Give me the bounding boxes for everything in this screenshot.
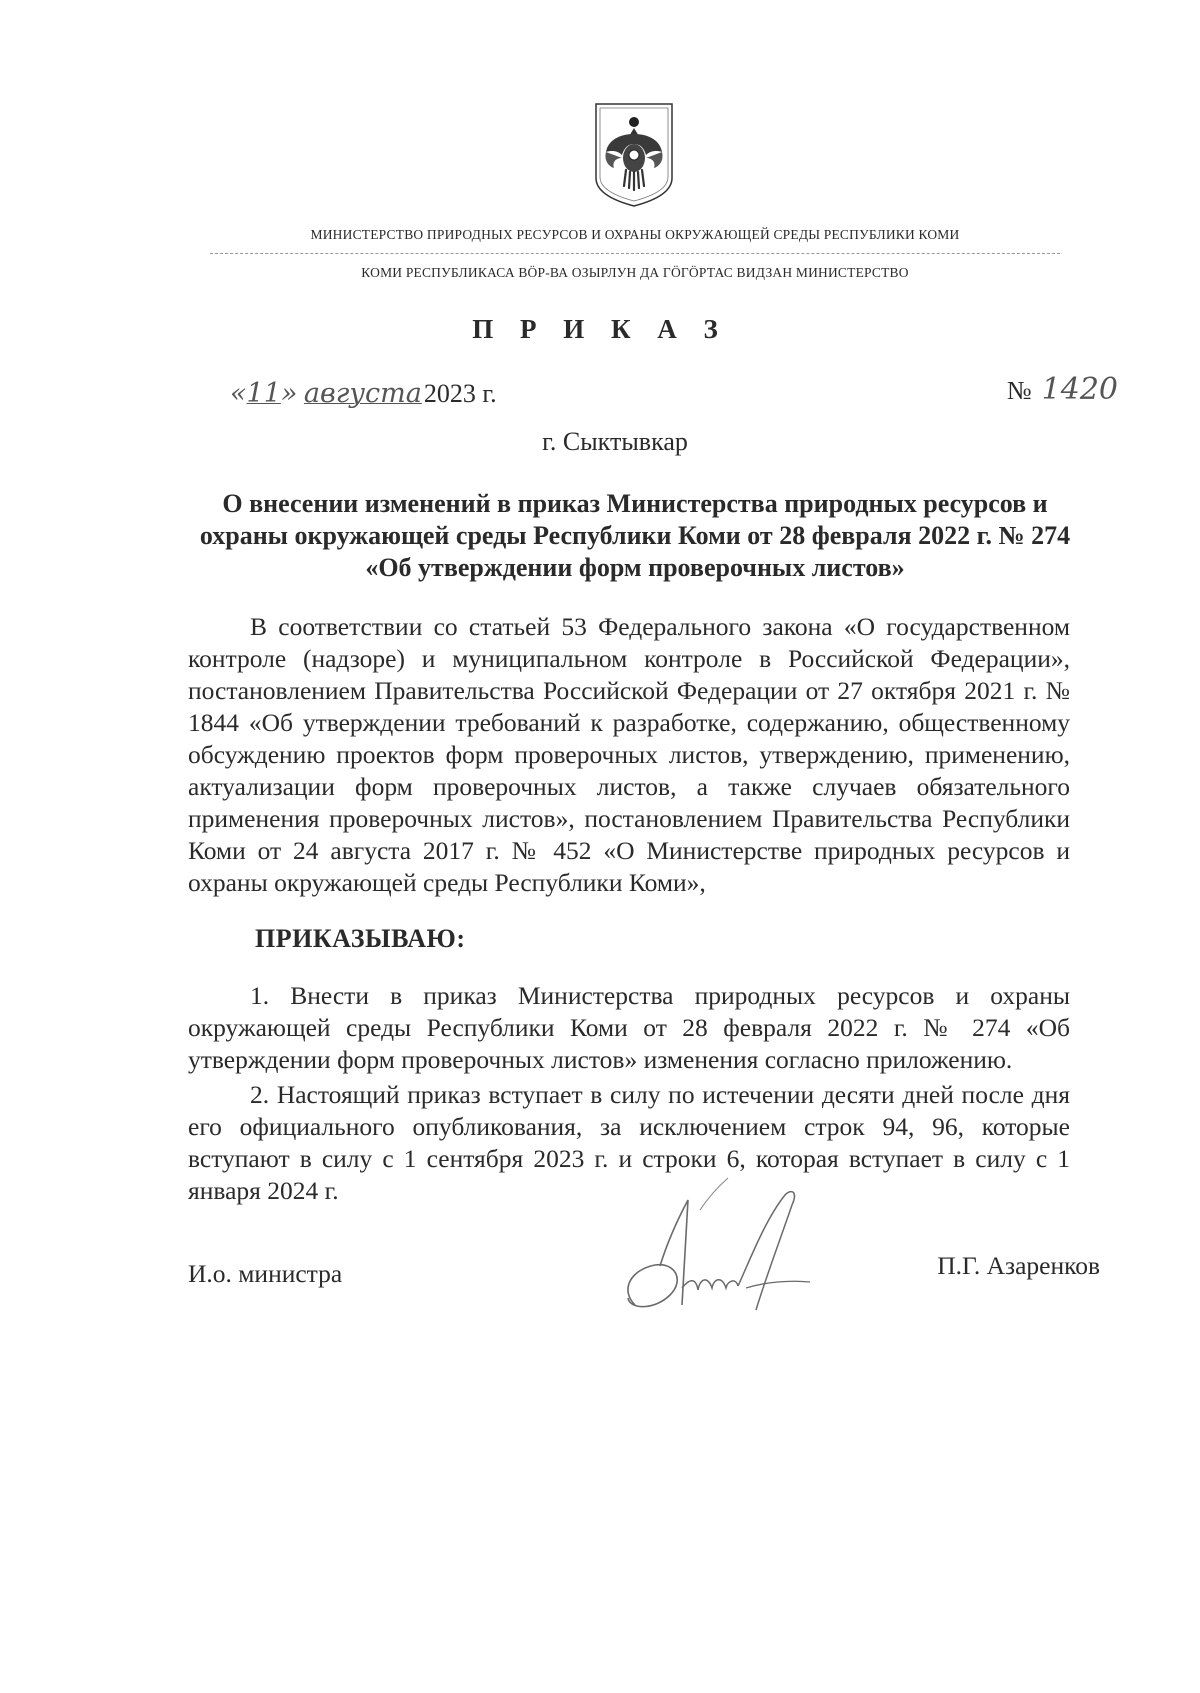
preamble-paragraph: В соответствии со статьей 53 Федерального закона «О государственном контроле (надзоре) и муниципальном контроле в Российской Федерации», постановлением Правительства Российской Федерации от 27 октября 2021 г. № 1844 «Об утверждении требований к разработке, содержанию, общественному обсуждению проектов форм проверочных листов, утверждению, применению, актуализации форм проверочных листов, а также случаев обязательного применения проверочных листов», постановлением Правительства Республики Коми от 24 августа 2017 г. № 452 «О Министерстве природных ресурсов и охраны окружающей среды Республики Коми», [188,612,1070,897]
order-keyword: ПРИКАЗЫВАЮ: [255,924,466,953]
order-number [1007,372,1118,407]
document-type-heading: П Р И К А З [472,314,728,344]
header-divider [210,253,1060,254]
handwritten-signature [560,1170,890,1330]
date-open-quote: « [230,378,247,409]
coat-of-arms-icon [590,100,678,210]
date-month: августа [303,378,422,409]
ministry-name-russian: МИНИСТЕРСТВО ПРИРОДНЫХ РЕСУРСОВ И ОХРАНЫ ОКРУЖАЮЩЕЙ СРЕДЫ РЕСПУБЛИКИ КОМИ [310,227,960,242]
signatory-name: П.Г. Азаренков [937,1251,1100,1280]
document-title: О внесении изменений в приказ Министерства природных ресурсов и охраны окружающей среды Республики Коми от 28 февраля 2022 г. № 274 «Об утверждении форм проверочных листов» [199,489,1071,582]
order-item-1: 1. Внести в приказ Министерства природных ресурсов и охраны окружающей среды Республики Коми от 28 февраля 2022 г. № 274 «Об утверждении форм проверочных листов» изменения согласно приложению. [188,981,1070,1074]
number-value: 1420 [1041,372,1118,407]
date-day: 11 [246,378,281,409]
signatory-position: И.о. министра [188,1259,343,1288]
city: г. Сыктывкар [542,427,688,456]
date-year: 2023 г. [423,379,497,408]
date-close-quote: » [280,378,298,409]
ministry-name-komi: КОМИ РЕСПУБЛИКАСА ВӦР-ВА ОЗЫРЛУН ДА ГӦГӦРТАС ВИДЗАН МИНИСТЕРСТВО [361,265,909,280]
order-item-2: 2. Настоящий приказ вступает в силу по истечении десяти дней после дня его официального опубликования, за исключением строк 94, 96, которые вступают в силу с 1 сентября 2023 г. и строки 6, которая вступает в силу с 1 января 2024 г. [188,1080,1070,1205]
order-date [230,378,497,409]
number-sign: № [1006,376,1032,405]
